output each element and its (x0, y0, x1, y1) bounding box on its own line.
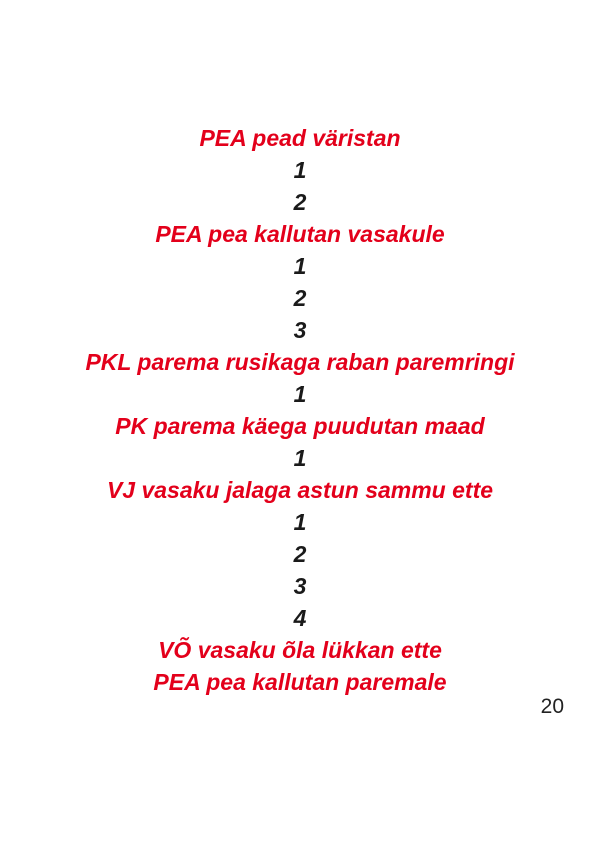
instruction-line: PEA pea kallutan paremale (153, 669, 447, 695)
count-line: 1 (293, 157, 307, 183)
count-line: 1 (293, 445, 307, 471)
instruction-line: VÕ vasaku õla lükkan ette (158, 637, 442, 663)
count-line: 2 (293, 285, 307, 311)
count-line: 1 (293, 253, 307, 279)
count-line: 2 (293, 541, 307, 567)
instruction-line: VJ vasaku jalaga astun sammu ette (106, 477, 494, 503)
count-line: 2 (293, 189, 307, 215)
count-line: 3 (293, 573, 307, 599)
count-line: 4 (293, 605, 307, 631)
instruction-line: PK parema käega puudutan maad (115, 413, 485, 439)
instruction-line: PEA pea kallutan vasakule (155, 221, 445, 247)
instruction-line: PKL parema rusikaga raban paremringi (85, 349, 515, 375)
count-line: 3 (293, 317, 307, 343)
count-line: 1 (293, 381, 307, 407)
page-number: 20 (540, 695, 564, 718)
count-line: 1 (293, 509, 307, 535)
instruction-line: PEA pead väristan (199, 125, 401, 151)
choreography-lines (0, 122, 600, 698)
